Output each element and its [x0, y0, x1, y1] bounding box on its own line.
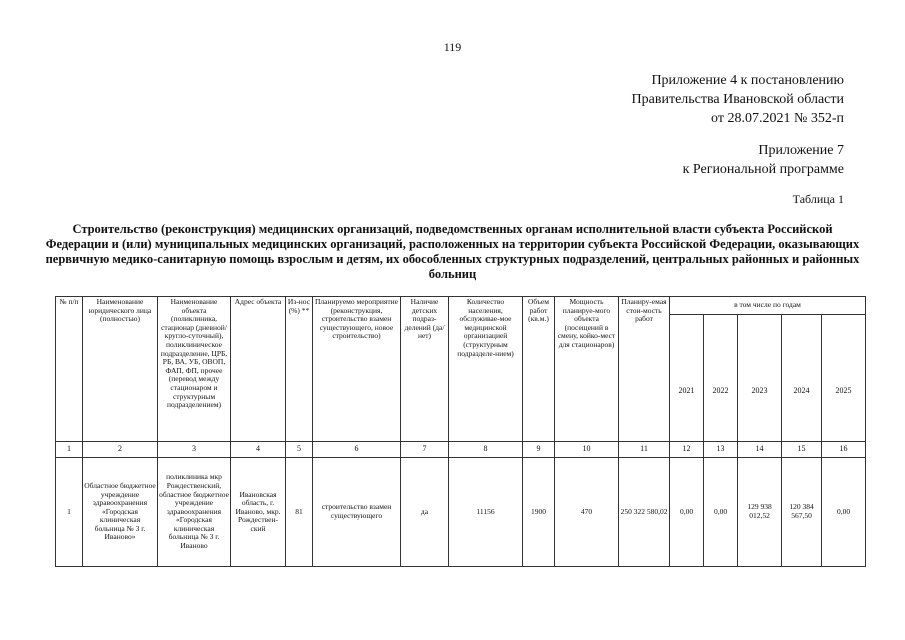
cell-org: Областное бюджетное учреждение здравоохранения «Городская клиническая больница № 3 г. Иваново»	[83, 458, 158, 567]
header-kids: Наличие детских подраз-делений (да/нет)	[401, 297, 449, 442]
header-cost: Планиру-емая стои-мость работ	[619, 297, 670, 442]
header-org: Наименование юридического лица (полностью)	[83, 297, 158, 442]
cell-n: 1	[56, 458, 83, 567]
appendix-7-line-2: к Региональной программе	[682, 162, 844, 177]
header-years-group: в том числе по годам	[670, 297, 866, 315]
header-year-2023: 2023	[738, 315, 782, 442]
table-label: Таблица 1	[792, 192, 844, 206]
header-capacity: Мощность планируе-мого объекта (посещений в смену, койко-мест для стационаров)	[555, 297, 619, 442]
page-number: 119	[443, 40, 462, 54]
col-number: 6	[313, 442, 401, 458]
col-number: 12	[670, 442, 704, 458]
column-numbers-row	[56, 442, 866, 458]
table-row	[56, 458, 866, 567]
cell-year-2022: 0,00	[704, 458, 738, 567]
appendix-4-line-2: Правительства Ивановской области	[631, 92, 844, 107]
col-number: 14	[738, 442, 782, 458]
header-object: Наименование объекта (поликлиника, стационар (дневной/кругло-суточный), поликлиническое подразделение, ЦРБ, РБ, ВА, УБ, ОВОП, ФАП, ФП, прочее (перевод между стационаром и структурным подразделением)	[158, 297, 231, 442]
col-number: 2	[83, 442, 158, 458]
col-number: 4	[231, 442, 286, 458]
col-number: 5	[286, 442, 313, 458]
header-year-2024: 2024	[782, 315, 822, 442]
col-number: 16	[822, 442, 866, 458]
header-n: № п/п	[56, 297, 83, 442]
cell-kids: да	[401, 458, 449, 567]
col-number: 11	[619, 442, 670, 458]
header-wear: Из-нос (%) **	[286, 297, 313, 442]
cell-volume: 1900	[523, 458, 555, 567]
cell-wear: 81	[286, 458, 313, 567]
col-number: 1	[56, 442, 83, 458]
header-population: Количество населения, обслуживае-мое медицинской организацией (структурным подразделе-нием)	[449, 297, 523, 442]
header-year-2022: 2022	[704, 315, 738, 442]
document-title: Строительство (реконструкция) медицинских организаций, подведомственных органам исполнительной власти субъекта Российской Федерации и (или) муниципальных медицинских организаций, расположенных на территории субъекта Российской Федерации, оказывающих первичную медико-санитарную помощь взрослым и детям, их обособленных структурных подразделений, центральных районных и районных больниц	[45, 222, 860, 281]
appendix-7-line-1: Приложение 7	[758, 143, 844, 158]
cell-year-2024: 120 384 567,50	[782, 458, 822, 567]
cell-year-2025: 0,00	[822, 458, 866, 567]
col-number: 9	[523, 442, 555, 458]
construction-table	[55, 296, 866, 567]
col-number: 8	[449, 442, 523, 458]
header-year-2025: 2025	[822, 315, 866, 442]
col-number: 15	[782, 442, 822, 458]
header-row	[56, 297, 866, 315]
cell-object: поликлиника мкр Рождественский, областное бюджетное учреждение здравоохранения «Городская клиническая больница № 3 г. Иваново	[158, 458, 231, 567]
header-address: Адрес объекта	[231, 297, 286, 442]
appendix-4-line-3: от 28.07.2021 № 352-п	[711, 111, 844, 126]
cell-planned: строительство взамен существующего	[313, 458, 401, 567]
cell-year-2021: 0,00	[670, 458, 704, 567]
header-volume: Объем работ (кв.м.)	[523, 297, 555, 442]
header-planned: Планируемо мероприятие (реконструкция, строительство взамен существующего, новое строительство)	[313, 297, 401, 442]
col-number: 13	[704, 442, 738, 458]
appendix-7-header	[683, 141, 844, 179]
col-number: 3	[158, 442, 231, 458]
cell-cost: 250 322 580,02	[619, 458, 670, 567]
cell-address: Ивановская область, г. Иваново, мкр. Рождествен-ский	[231, 458, 286, 567]
cell-year-2023: 129 938 012,52	[738, 458, 782, 567]
appendix-4-line-1: Приложение 4 к постановлению	[651, 73, 844, 88]
cell-capacity: 470	[555, 458, 619, 567]
cell-population: 11156	[449, 458, 523, 567]
col-number: 10	[555, 442, 619, 458]
header-year-2021: 2021	[670, 315, 704, 442]
col-number: 7	[401, 442, 449, 458]
appendix-4-header	[632, 71, 844, 128]
